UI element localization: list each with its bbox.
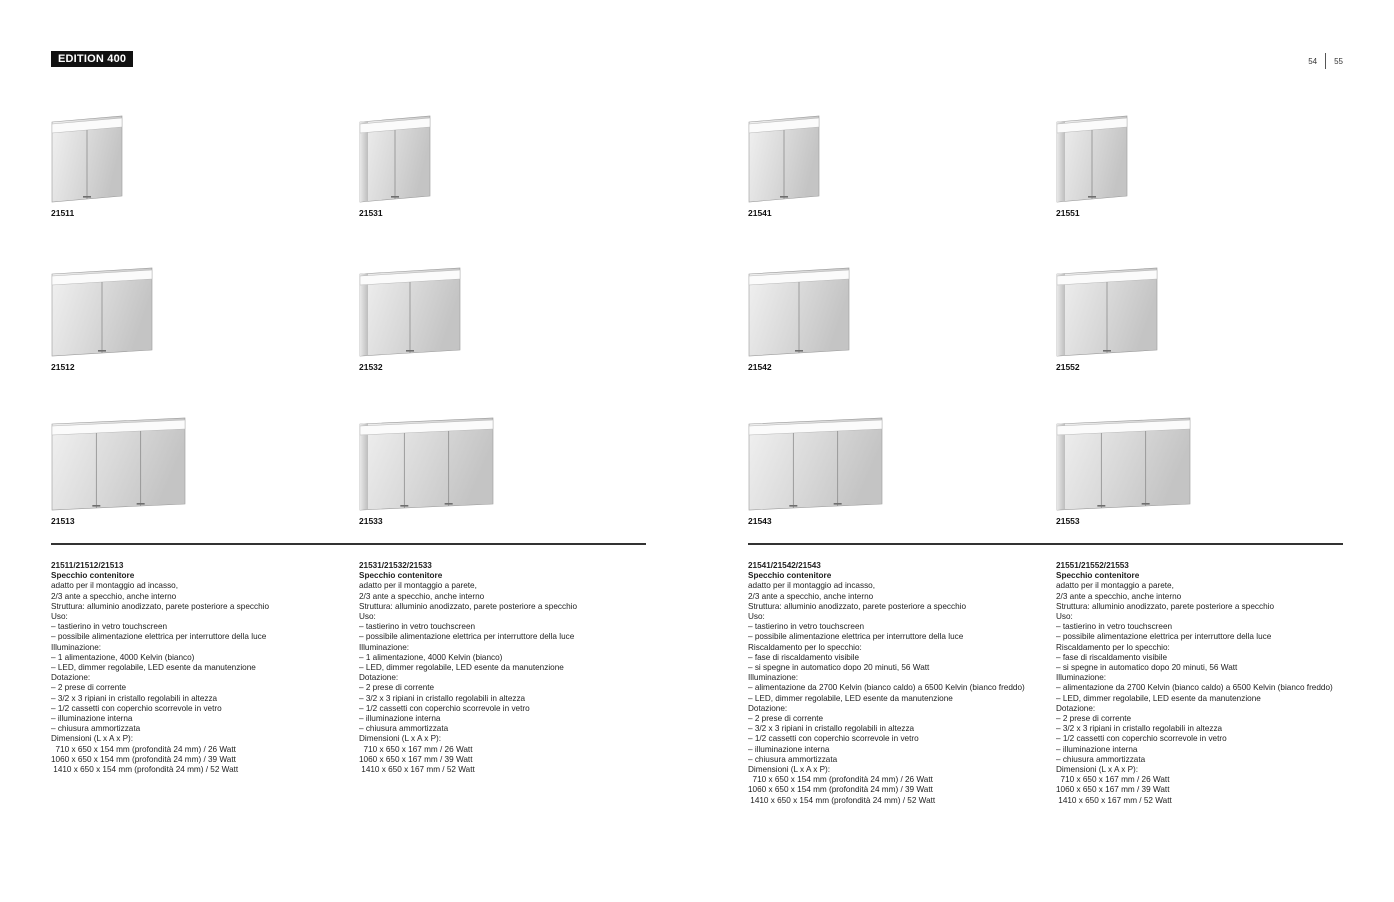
description-line: 1410 x 650 x 167 mm / 52 Watt [359, 765, 475, 775]
description-line: – illuminazione interna [359, 714, 441, 724]
description-line: – LED, dimmer regolabile, LED esente da manutenzione [1056, 693, 1261, 703]
description-line: – alimentazione da 2700 Kelvin (bianco caldo) a 6500 Kelvin (bianco freddo) [748, 683, 1025, 693]
description-line: – LED, dimmer regolabile, LED esente da manutenzione [359, 663, 564, 673]
description-codes: 21511/21512/21513 [51, 561, 124, 570]
description-line: Uso: [51, 612, 68, 622]
product-image-21512 [51, 267, 155, 361]
product-code: 21553 [1056, 516, 1080, 526]
description-line: – fase di riscaldamento visibile [748, 652, 860, 662]
description-line: – 1/2 cassetti con coperchio scorrevole in vetro [1056, 734, 1227, 744]
product-image-21541 [748, 115, 822, 207]
description-line: 710 x 650 x 167 mm / 26 Watt [359, 744, 473, 754]
description-line: 1410 x 650 x 154 mm (profondità 24 mm) / 52 Watt [748, 795, 936, 805]
product-code: 21551 [1056, 208, 1080, 218]
description-line: – tastierino in vetro touchscreen [1056, 622, 1173, 632]
description-line: – possibile alimentazione elettrica per interruttore della luce [748, 632, 964, 642]
edition-badge: EDITION 400 [51, 51, 133, 67]
description-line: – chiusura ammortizzata [748, 754, 838, 764]
description-line: – si spegne in automatico dopo 20 minuti, 56 Watt [1056, 663, 1238, 673]
description-title: Specchio contenitore [51, 571, 135, 581]
description-line: Dimensioni (L x A x P): [51, 734, 134, 744]
description-line: Riscaldamento per lo specchio: [1056, 642, 1170, 652]
description-line: – 1 alimentazione, 4000 Kelvin (bianco) [51, 652, 195, 662]
description-line: Struttura: alluminio anodizzato, parete posteriore a specchio [359, 601, 578, 611]
description-line: Struttura: alluminio anodizzato, parete posteriore a specchio [1056, 601, 1275, 611]
description-line: 1060 x 650 x 167 mm / 39 Watt [1056, 785, 1170, 795]
description-line: 1060 x 650 x 154 mm (profondità 24 mm) / 39 Watt [748, 785, 933, 795]
description-line: – 1 alimentazione, 4000 Kelvin (bianco) [359, 652, 503, 662]
description-line: – 2 prese di corrente [748, 714, 824, 724]
description-line: – 3/2 x 3 ripiani in cristallo regolabili in altezza [51, 693, 218, 703]
description-line: Riscaldamento per lo specchio: [748, 642, 862, 652]
description-line: – 3/2 x 3 ripiani in cristallo regolabili in altezza [748, 724, 915, 734]
page-number-left: 54 [1308, 56, 1318, 66]
page-number-right: 55 [1334, 56, 1343, 66]
description-line: Dotazione: [51, 673, 91, 683]
product-image-21543 [748, 417, 885, 515]
description-line: Dotazione: [359, 673, 399, 683]
description-codes: 21551/21552/21553 [1056, 561, 1129, 570]
description-line: – fase di riscaldamento visibile [1056, 652, 1168, 662]
description-line: – possibile alimentazione elettrica per interruttore della luce [51, 632, 267, 642]
description-line: – 2 prese di corrente [1056, 714, 1132, 724]
product-image-21531 [359, 115, 441, 207]
section-rule-right [748, 543, 1343, 545]
description-line: Uso: [359, 612, 376, 622]
description-line: – 3/2 x 3 ripiani in cristallo regolabili in altezza [1056, 724, 1223, 734]
product-image-21533 [359, 417, 504, 515]
product-image-21542 [748, 267, 852, 361]
product-code: 21543 [748, 516, 772, 526]
product-image-21513 [51, 417, 188, 515]
description-line: Uso: [748, 612, 765, 622]
description-line: – tastierino in vetro touchscreen [748, 622, 865, 632]
description-line: 2/3 ante a specchio, anche interno [1056, 591, 1182, 601]
description-line: adatto per il montaggio ad incasso, [748, 581, 875, 591]
description-line: adatto per il montaggio a parete, [1056, 581, 1174, 591]
description-line: – 1/2 cassetti con coperchio scorrevole in vetro [359, 703, 530, 713]
description-column [51, 561, 351, 775]
description-line: 710 x 650 x 154 mm (profondità 24 mm) / 26 Watt [51, 744, 236, 754]
description-line: Dimensioni (L x A x P): [1056, 765, 1139, 775]
description-line: adatto per il montaggio a parete, [359, 581, 477, 591]
description-line: 710 x 650 x 154 mm (profondità 24 mm) / 26 Watt [748, 775, 933, 785]
description-line: Dimensioni (L x A x P): [748, 765, 831, 775]
description-column [1056, 561, 1356, 806]
description-line: – alimentazione da 2700 Kelvin (bianco caldo) a 6500 Kelvin (bianco freddo) [1056, 683, 1333, 693]
description-line: Dotazione: [1056, 703, 1096, 713]
description-codes: 21541/21542/21543 [748, 561, 821, 570]
product-code: 21531 [359, 208, 383, 218]
page-numbers [1308, 53, 1343, 69]
description-line: – chiusura ammortizzata [359, 724, 449, 734]
product-code: 21541 [748, 208, 772, 218]
description-line: – 1/2 cassetti con coperchio scorrevole in vetro [51, 703, 222, 713]
description-line: adatto per il montaggio ad incasso, [51, 581, 178, 591]
product-image-21511 [51, 115, 125, 207]
product-code: 21513 [51, 516, 75, 526]
description-title: Specchio contenitore [1056, 571, 1140, 581]
description-line: – LED, dimmer regolabile, LED esente da manutenzione [748, 693, 953, 703]
product-image-21553 [1056, 417, 1201, 515]
description-line: – tastierino in vetro touchscreen [359, 622, 476, 632]
description-line: 1060 x 650 x 154 mm (profondità 24 mm) / 39 Watt [51, 754, 236, 764]
product-code: 21512 [51, 362, 75, 372]
product-code: 21533 [359, 516, 383, 526]
description-line: – 2 prese di corrente [51, 683, 127, 693]
product-image-21532 [359, 267, 471, 361]
description-line: Illuminazione: [1056, 673, 1107, 683]
description-line: Dimensioni (L x A x P): [359, 734, 442, 744]
description-codes: 21531/21532/21533 [359, 561, 432, 570]
description-line: – LED, dimmer regolabile, LED esente da manutenzione [51, 663, 256, 673]
description-line: Uso: [1056, 612, 1073, 622]
product-code: 21542 [748, 362, 772, 372]
section-rule-left [51, 543, 646, 545]
description-line: – illuminazione interna [51, 714, 133, 724]
product-code: 21552 [1056, 362, 1080, 372]
description-line: 1410 x 650 x 167 mm / 52 Watt [1056, 795, 1172, 805]
description-line: – tastierino in vetro touchscreen [51, 622, 168, 632]
description-column [748, 561, 1048, 806]
description-line: – 1/2 cassetti con coperchio scorrevole in vetro [748, 734, 919, 744]
description-line: – illuminazione interna [1056, 744, 1138, 754]
description-line: Illuminazione: [359, 642, 410, 652]
description-line: Struttura: alluminio anodizzato, parete posteriore a specchio [51, 601, 270, 611]
page-number-divider [1325, 53, 1326, 69]
description-line: 710 x 650 x 167 mm / 26 Watt [1056, 775, 1170, 785]
product-image-21551 [1056, 115, 1138, 207]
description-line: – 2 prese di corrente [359, 683, 435, 693]
description-column [359, 561, 659, 775]
description-line: – chiusura ammortizzata [51, 724, 141, 734]
description-line: – si spegne in automatico dopo 20 minuti, 56 Watt [748, 663, 930, 673]
description-line: – chiusura ammortizzata [1056, 754, 1146, 764]
description-line: – possibile alimentazione elettrica per interruttore della luce [359, 632, 575, 642]
description-line: 2/3 ante a specchio, anche interno [359, 591, 485, 601]
description-line: 1410 x 650 x 154 mm (profondità 24 mm) / 52 Watt [51, 765, 239, 775]
description-line: – 3/2 x 3 ripiani in cristallo regolabili in altezza [359, 693, 526, 703]
description-line: Struttura: alluminio anodizzato, parete posteriore a specchio [748, 601, 967, 611]
description-title: Specchio contenitore [359, 571, 443, 581]
description-line: 2/3 ante a specchio, anche interno [748, 591, 874, 601]
product-image-21552 [1056, 267, 1168, 361]
product-code: 21511 [51, 208, 75, 218]
description-title: Specchio contenitore [748, 571, 832, 581]
description-line: 1060 x 650 x 167 mm / 39 Watt [359, 754, 473, 764]
description-line: Illuminazione: [51, 642, 102, 652]
description-line: 2/3 ante a specchio, anche interno [51, 591, 177, 601]
description-line: Illuminazione: [748, 673, 799, 683]
description-line: – illuminazione interna [748, 744, 830, 754]
description-line: Dotazione: [748, 703, 788, 713]
product-code: 21532 [359, 362, 383, 372]
description-line: – possibile alimentazione elettrica per interruttore della luce [1056, 632, 1272, 642]
